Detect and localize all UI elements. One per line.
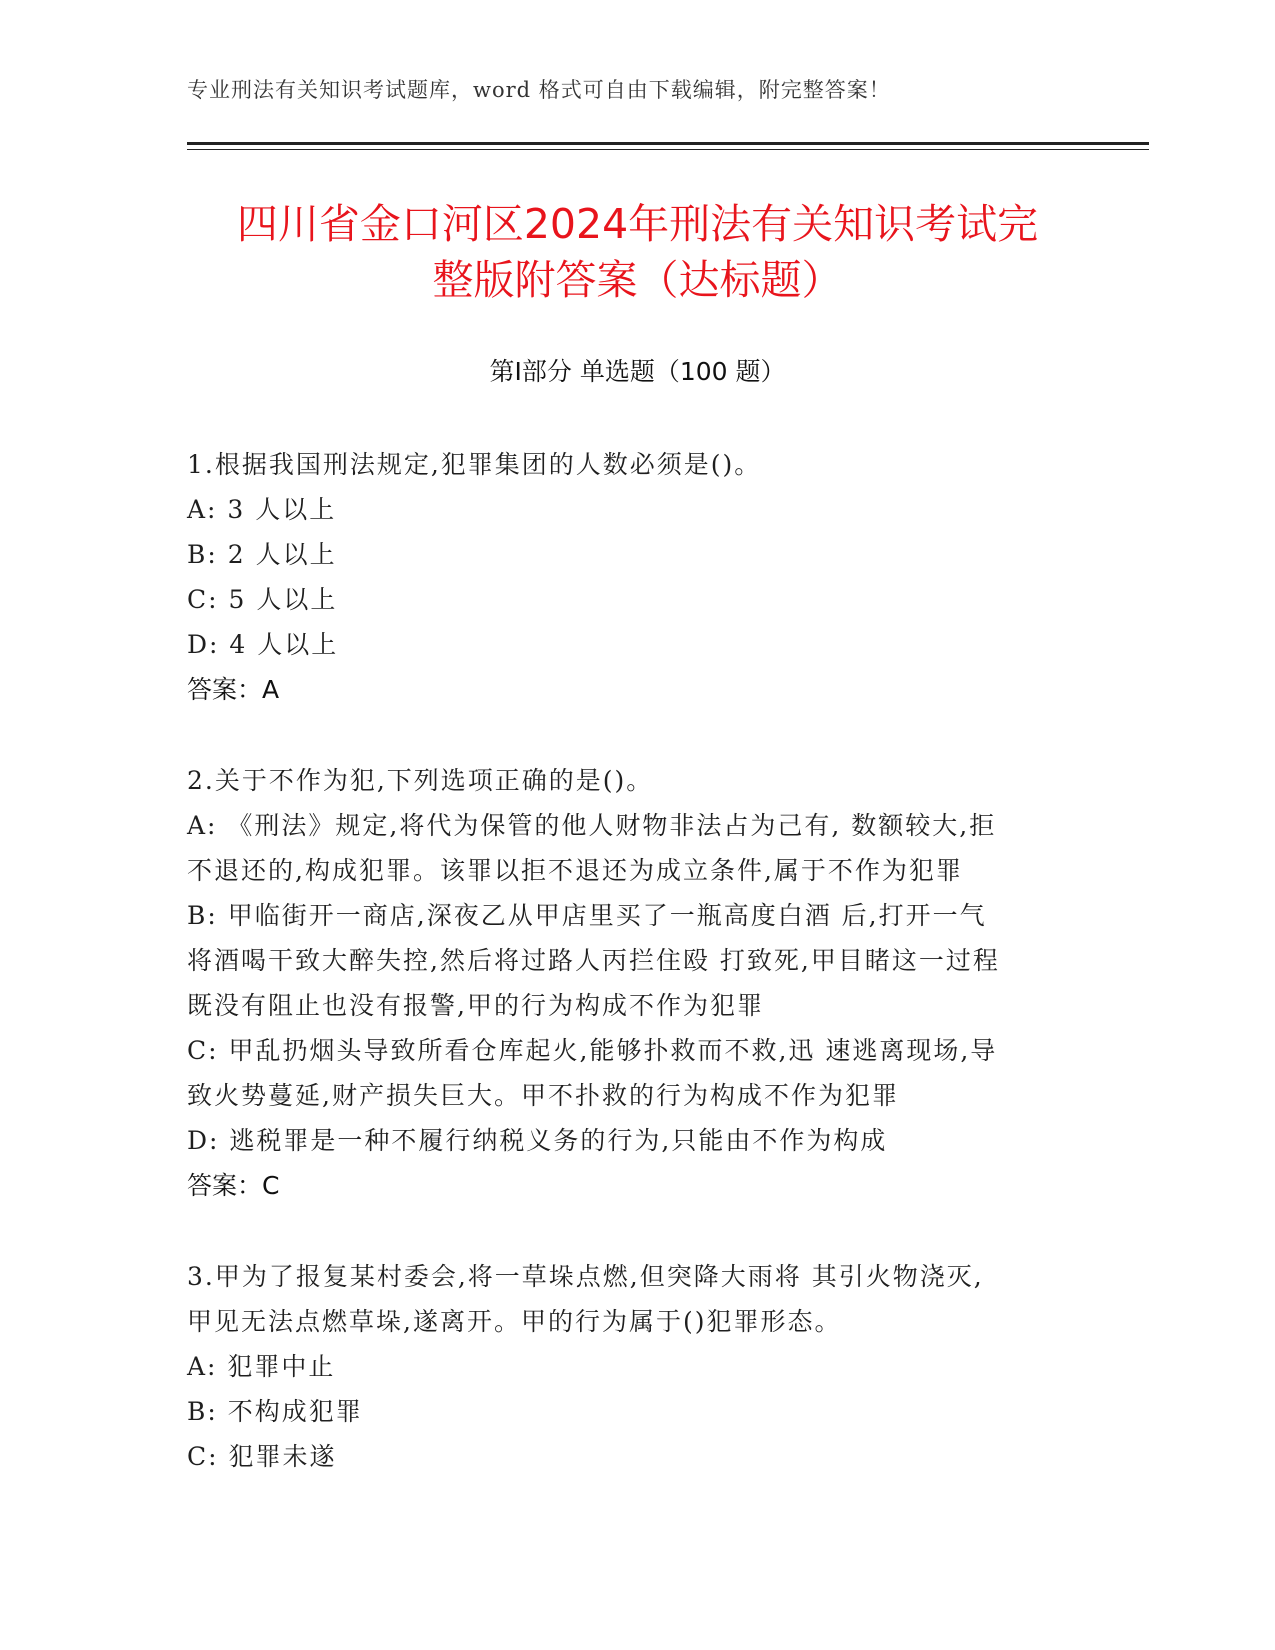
- option-a: A: 犯罪中止: [187, 1352, 336, 1381]
- document-title-line-1: 四川省金口河区2024年刑法有关知识考试完: [236, 200, 1039, 248]
- question-stem-continued: 甲见无法点燃草垛,遂离开。甲的行为属于()犯罪形态。: [187, 1307, 842, 1336]
- option-b-continued: 既没有阻止也没有报警,甲的行为构成不作为犯罪: [187, 991, 764, 1020]
- option-b: B: 不构成犯罪: [187, 1397, 363, 1426]
- option-d: D: 逃税罪是一种不履行纳税义务的行为,只能由不作为构成: [187, 1126, 888, 1155]
- option-b: B: 2 人以上: [187, 540, 337, 569]
- option-b: B: 甲临街开一商店,深夜乙从甲店里买了一瓶高度白酒 后,打开一气: [187, 901, 987, 930]
- option-c: C: 犯罪未遂: [187, 1442, 337, 1471]
- header-rule-thin: [187, 149, 1149, 150]
- option-a: A: 《刑法》规定,将代为保管的他人财物非法占为己有, 数额较大,拒: [187, 811, 997, 840]
- question-stem: 3.甲为了报复某村委会,将一草垛点燃,但突降大雨将 其引火物浇灭,: [187, 1262, 984, 1291]
- section-heading: 第Ⅰ部分 单选题（100 题）: [489, 357, 786, 386]
- answer-label: 答案：C: [187, 1171, 280, 1200]
- question-list: [187, 442, 1087, 1525]
- question-2: [187, 758, 1087, 1208]
- question-3: [187, 1254, 1087, 1479]
- option-a: A: 3 人以上: [187, 495, 337, 524]
- option-d: D: 4 人以上: [187, 630, 339, 659]
- option-c: C: 甲乱扔烟头导致所看仓库起火,能够扑救而不救,迅 速逃离现场,导: [187, 1036, 998, 1065]
- question-stem: 1.根据我国刑法规定,犯罪集团的人数必须是()。: [187, 450, 762, 479]
- header-rule-thick: [187, 142, 1149, 145]
- document-title-line-2: 整版附答案（达标题）: [432, 256, 843, 304]
- option-c-continued: 致火势蔓延,财产损失巨大。甲不扑救的行为构成不作为犯罪: [187, 1081, 899, 1110]
- option-b-continued: 将酒喝干致大醉失控,然后将过路人丙拦住殴 打致死,甲目睹这一过程: [187, 946, 1000, 975]
- option-a-continued: 不退还的,构成犯罪。该罪以拒不退还为成立条件,属于不作为犯罪: [187, 856, 963, 885]
- question-stem: 2.关于不作为犯,下列选项正确的是()。: [187, 766, 654, 795]
- question-1: [187, 442, 1087, 712]
- header-note: 专业刑法有关知识考试题库，word 格式可自由下载编辑，附完整答案！: [187, 78, 891, 102]
- answer-label: 答案：A: [187, 675, 280, 704]
- option-c: C: 5 人以上: [187, 585, 338, 614]
- document-title: [150, 196, 1125, 308]
